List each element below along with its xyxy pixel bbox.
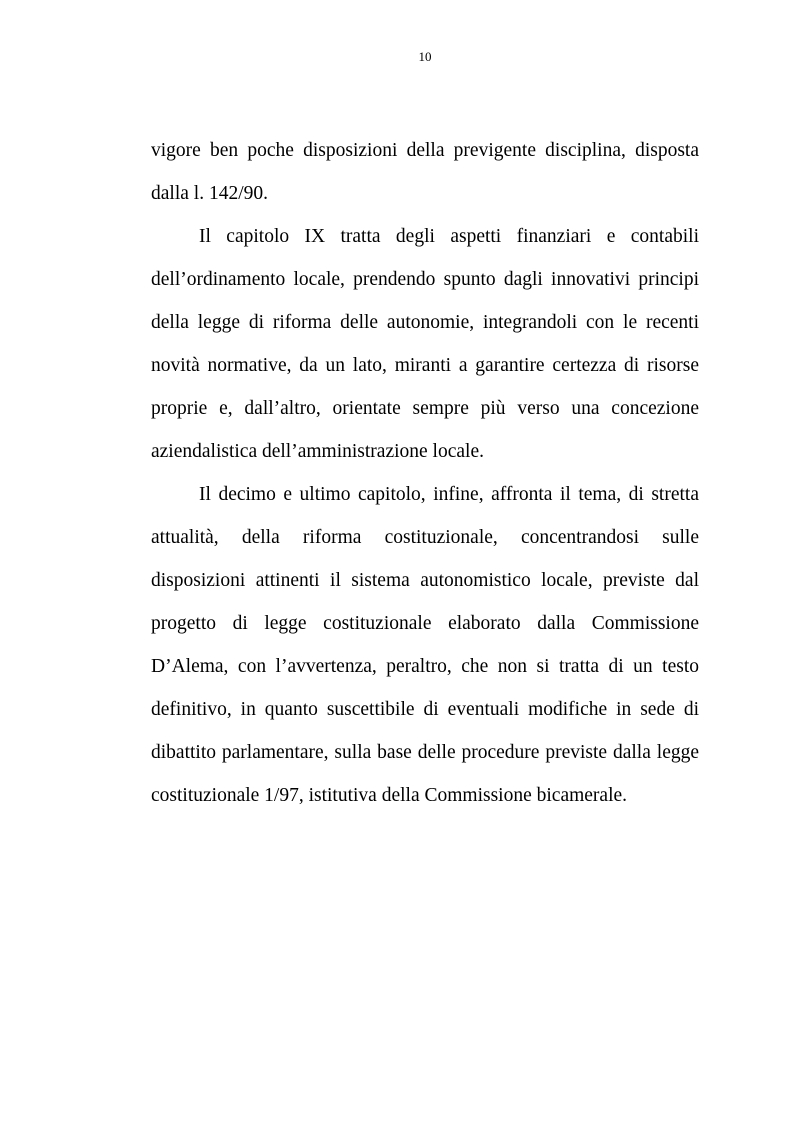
body-text (151, 129, 699, 817)
paragraph-chapter-x: Il decimo e ultimo capitolo, infine, affronta il tema, di stretta attualità, della riforma costituzionale, concentrandosi sulle disposizioni attinenti il sistema autonomistico locale, previste dal progetto di legge costituzionale elaborato dalla Commissione D’Alema, con l’avvertenza, peraltro, che non si tratta di un testo definitivo, in quanto suscettibile di eventuali modifiche in sede di dibattito parlamentare, sulla base delle procedure previste dalla legge costituzionale 1/97, istitutiva della Commissione bicamerale. (151, 484, 699, 806)
paragraph-continuation: vigore ben poche disposizioni della previgente disciplina, disposta dalla l. 142/90. (151, 140, 699, 204)
paragraph-chapter-ix: Il capitolo IX tratta degli aspetti finanziari e contabili dell’ordinamento locale, prendendo spunto dagli innovativi principi della legge di riforma delle autonomie, integrandoli con le recenti novità normative, da un lato, miranti a garantire certezza di risorse proprie e, dall’altro, orientate sempre più verso una concezione aziendalistica dell’amministrazione locale. (151, 226, 699, 462)
page-number: 10 (418, 49, 432, 64)
